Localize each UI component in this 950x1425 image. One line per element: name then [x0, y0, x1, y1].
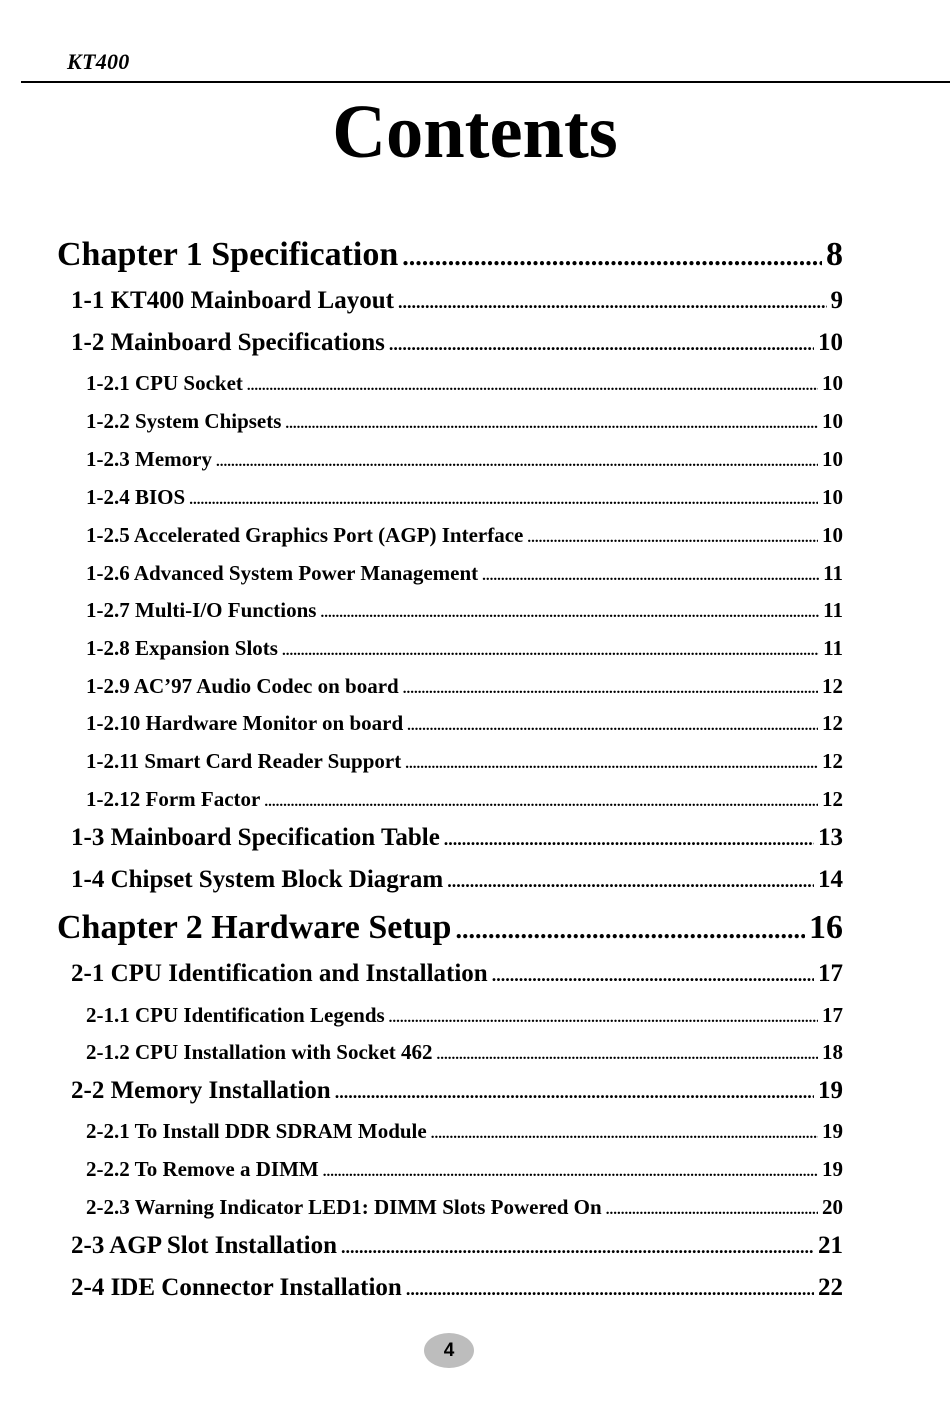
- toc-entry-label: 1-1 KT400 Mainboard Layout: [71, 287, 394, 314]
- toc-entry-page: 17: [822, 1003, 843, 1027]
- toc-subsection-entry[interactable]: [86, 409, 843, 434]
- dot-leader: [323, 1164, 818, 1181]
- toc-entry-label: 2-1.1 CPU Identification Legends: [86, 1003, 385, 1027]
- toc-entry-page: 20: [822, 1195, 843, 1219]
- toc-entry-label: 1-2.5 Accelerated Graphics Port (AGP) Interface: [86, 523, 524, 547]
- toc-entry-label: 1-2.4 BIOS: [86, 485, 186, 509]
- dot-leader: [341, 1237, 814, 1258]
- page-title: Contents: [332, 90, 618, 174]
- toc-subsection-entry[interactable]: [86, 674, 843, 699]
- dot-leader: [444, 829, 814, 850]
- toc-entry-label: 2-4 IDE Connector Installation: [71, 1274, 402, 1301]
- dot-leader: [431, 1126, 818, 1143]
- toc-section-entry[interactable]: [71, 866, 843, 894]
- toc-entry-page: 10: [822, 523, 843, 547]
- dot-leader: [285, 416, 818, 433]
- dot-leader: [407, 718, 818, 735]
- toc-entry-label: 2-2.3 Warning Indicator LED1: DIMM Slots Powered On: [86, 1195, 602, 1219]
- toc-entry-page: 21: [818, 1232, 843, 1259]
- toc-entry-page: 10: [822, 409, 843, 433]
- toc-entry-label: Chapter 1 Specification: [57, 236, 399, 273]
- toc-subsection-entry[interactable]: [86, 636, 843, 661]
- toc-entry-label: 1-2.7 Multi-I/O Functions: [86, 598, 317, 622]
- toc-subsection-entry[interactable]: [86, 561, 843, 586]
- toc-entry-label: 2-2.2 To Remove a DIMM: [86, 1157, 319, 1181]
- toc-entry-label: 1-2.8 Expansion Slots: [86, 636, 278, 660]
- toc-entry-label: 2-1 CPU Identification and Installation: [71, 960, 488, 987]
- page-number: 4: [443, 1339, 455, 1361]
- toc-entry-label: 1-4 Chipset System Block Diagram: [71, 866, 444, 893]
- dot-leader: [527, 530, 818, 547]
- toc-entry-page: 19: [822, 1119, 843, 1143]
- toc-entry-page: 19: [822, 1157, 843, 1181]
- dot-leader: [282, 643, 819, 660]
- toc-subsection-entry[interactable]: [86, 371, 843, 396]
- toc-entry-label: 1-2.12 Form Factor: [86, 787, 261, 811]
- toc-subsection-entry[interactable]: [86, 787, 843, 812]
- toc-entry-page: 12: [822, 787, 843, 811]
- dot-leader: [402, 242, 822, 272]
- toc-entry-page: 10: [822, 371, 843, 395]
- toc-entry-page: 17: [818, 960, 843, 987]
- toc-entry-page: 22: [818, 1274, 843, 1301]
- toc-entry-label: 2-2 Memory Installation: [71, 1077, 331, 1104]
- toc-subsection-entry[interactable]: [86, 485, 843, 510]
- toc-entry-page: 11: [823, 636, 843, 660]
- toc-entry-page: 8: [826, 236, 843, 273]
- toc-entry-page: 11: [823, 561, 843, 585]
- dot-leader: [482, 568, 819, 585]
- dot-leader: [447, 871, 814, 892]
- dot-leader: [335, 1082, 814, 1103]
- toc-entry-label: 1-2.9 AC’97 Audio Codec on board: [86, 674, 399, 698]
- toc-subsection-entry[interactable]: [86, 1157, 843, 1182]
- dot-leader: [189, 492, 818, 509]
- toc-chapter-entry[interactable]: [57, 236, 843, 274]
- toc-entry-page: 10: [822, 447, 843, 471]
- toc-entry-label: 1-2.6 Advanced System Power Management: [86, 561, 479, 585]
- running-header-title: KT400: [67, 49, 130, 74]
- toc-entry-page: 9: [830, 287, 843, 314]
- toc-entry-page: 13: [818, 824, 843, 851]
- toc-entry-label: Chapter 2 Hardware Setup: [57, 909, 452, 946]
- dot-leader: [406, 1279, 814, 1300]
- toc-entry-page: 14: [818, 866, 843, 893]
- toc-entry-page: 16: [809, 909, 843, 946]
- toc-entry-page: 18: [822, 1040, 843, 1064]
- dot-leader: [437, 1047, 818, 1064]
- toc-entry-page: 10: [818, 329, 843, 356]
- dot-leader: [398, 292, 827, 313]
- toc-subsection-entry[interactable]: [86, 711, 843, 736]
- toc-entry-page: 12: [822, 749, 843, 773]
- toc-subsection-entry[interactable]: [86, 1119, 843, 1144]
- toc-section-entry[interactable]: [71, 1274, 843, 1302]
- page-number-badge: [424, 1333, 474, 1368]
- toc-section-entry[interactable]: [71, 824, 843, 852]
- toc-subsection-entry[interactable]: [86, 1040, 843, 1065]
- dot-leader: [247, 378, 818, 395]
- toc-section-entry[interactable]: [71, 329, 843, 357]
- dot-leader: [405, 756, 818, 773]
- toc-section-entry[interactable]: [71, 960, 843, 988]
- toc-entry-label: 1-2.3 Memory: [86, 447, 212, 471]
- toc-entry-label: 2-2.1 To Install DDR SDRAM Module: [86, 1119, 427, 1143]
- dot-leader: [216, 454, 818, 471]
- toc-chapter-entry[interactable]: [57, 909, 843, 947]
- toc-entry-label: 1-2.10 Hardware Monitor on board: [86, 711, 404, 735]
- dot-leader: [389, 1010, 818, 1027]
- toc-subsection-entry[interactable]: [86, 1195, 843, 1220]
- dot-leader: [606, 1202, 818, 1219]
- toc-subsection-entry[interactable]: [86, 523, 843, 548]
- toc-entry-label: 1-2.1 CPU Socket: [86, 371, 243, 395]
- toc-section-entry[interactable]: [71, 287, 843, 315]
- dot-leader: [455, 915, 805, 945]
- toc-entry-label: 1-2 Mainboard Specifications: [71, 329, 385, 356]
- toc-entry-page: 12: [822, 711, 843, 735]
- toc-subsection-entry[interactable]: [86, 749, 843, 774]
- toc-entry-page: 12: [822, 674, 843, 698]
- toc-entry-label: 2-1.2 CPU Installation with Socket 462: [86, 1040, 433, 1064]
- toc-entry-page: 10: [822, 485, 843, 509]
- toc-section-entry[interactable]: [71, 1232, 843, 1260]
- toc-entry-label: 2-3 AGP Slot Installation: [71, 1232, 338, 1259]
- toc-subsection-entry[interactable]: [86, 598, 843, 623]
- dot-leader: [403, 681, 818, 698]
- dot-leader: [264, 794, 818, 811]
- dot-leader: [492, 965, 814, 986]
- toc-entry-page: 19: [818, 1077, 843, 1104]
- toc-entry-page: 11: [823, 598, 843, 622]
- toc-subsection-entry[interactable]: [86, 1003, 843, 1028]
- toc-entry-label: 1-2.11 Smart Card Reader Support: [86, 749, 402, 773]
- dot-leader: [320, 605, 819, 622]
- dot-leader: [389, 334, 814, 355]
- toc-entry-label: 1-2.2 System Chipsets: [86, 409, 282, 433]
- toc-subsection-entry[interactable]: [86, 447, 843, 472]
- header-rule: [21, 81, 950, 83]
- toc-section-entry[interactable]: [71, 1077, 843, 1105]
- toc-entry-label: 1-3 Mainboard Specification Table: [71, 824, 440, 851]
